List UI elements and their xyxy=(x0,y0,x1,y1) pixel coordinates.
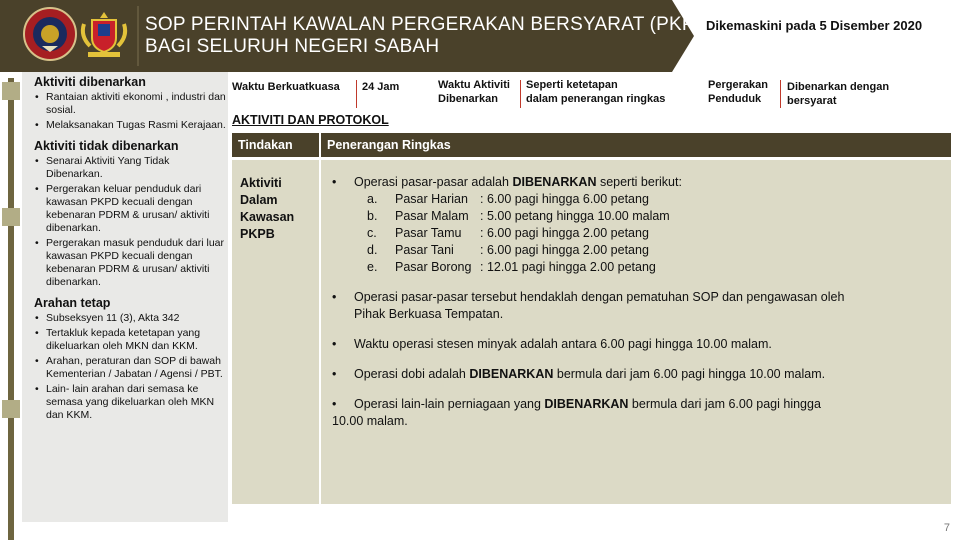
bullet-dobi xyxy=(332,366,942,383)
pergerakan-value-line1: Dibenarkan dengan xyxy=(787,81,890,93)
pergerakan-label xyxy=(708,78,768,106)
bullet-text: Operasi dobi adalah xyxy=(354,367,470,381)
section-title: AKTIVITI DAN PROTOKOL xyxy=(232,113,389,127)
timeline-bar xyxy=(8,78,14,540)
bullet-text: • Operasi pasar-pasar tersebut hendaklah dengan pematuhan SOP dan pengawasan oleh xyxy=(354,290,845,304)
aktiviti-value xyxy=(526,78,665,106)
table-header xyxy=(232,133,951,157)
aktiviti-label-line1: Waktu Aktiviti xyxy=(438,79,510,91)
updated-date: Dikemaskini pada 5 Disember 2020 xyxy=(706,18,923,33)
bullet-stesen-minyak: • Waktu operasi stesen minyak adalah antara 6.00 pagi hingga 10.00 malam. xyxy=(332,336,942,353)
coat-of-arms-logo xyxy=(76,6,132,62)
column-divider xyxy=(319,133,321,157)
timeline-marker xyxy=(2,208,20,226)
bullet-lain-lain xyxy=(332,396,942,413)
divider xyxy=(780,80,781,108)
list-item: • Pergerakan masuk penduduk dari luar kawasan PKPD kecuali dengan kebenaran PDRM & urusan/ aktiviti dibenarkan. xyxy=(34,237,226,289)
section-standing-orders xyxy=(34,297,226,422)
aktiviti-value-line2: dalam penerangan ringkas xyxy=(526,93,666,105)
section-not-allowed xyxy=(34,140,226,289)
timeline-marker xyxy=(2,82,20,100)
pasar-row xyxy=(332,242,942,259)
waktu-value: 24 Jam xyxy=(362,81,400,93)
aktiviti-label-line2: Dibenarkan xyxy=(438,93,498,105)
section-heading: Aktiviti dibenarkan xyxy=(34,75,146,89)
bullet-emphasis: DIBENARKAN xyxy=(512,175,597,189)
tindakan-cell xyxy=(240,175,294,243)
pasar-row xyxy=(332,191,942,208)
tindakan-line: Dalam xyxy=(240,193,278,207)
bullet-text: Pihak Berkuasa Tempatan. xyxy=(354,307,504,321)
pasar-letter: e. xyxy=(367,260,378,274)
pasar-row xyxy=(332,225,942,242)
pasar-name: Pasar Tamu xyxy=(395,226,462,240)
col-header-penerangan: Penerangan Ringkas xyxy=(327,138,451,152)
page-title xyxy=(145,14,714,58)
pasar-row xyxy=(332,208,942,225)
bullet-text: Operasi pasar-pasar adalah xyxy=(354,175,513,189)
pasar-letter: c. xyxy=(367,226,377,240)
section-heading: Aktiviti tidak dibenarkan xyxy=(34,139,179,153)
pasar-time: : 12.01 pagi hingga 2.00 petang xyxy=(480,260,656,274)
pergerakan-label-line1: Pergerakan xyxy=(708,79,768,91)
pasar-name: Pasar Malam xyxy=(395,209,469,223)
header-banner xyxy=(0,0,715,72)
tindakan-line: Aktiviti xyxy=(240,176,282,190)
penerangan-cell xyxy=(332,174,942,430)
tindakan-line: Kawasan xyxy=(240,210,295,224)
pasar-name: Pasar Borong xyxy=(395,260,472,274)
pergerakan-label-line2: Penduduk xyxy=(708,93,762,105)
list-item: • Subseksyen 11 (3), Akta 342 xyxy=(34,312,226,325)
bullet-emphasis: DIBENARKAN xyxy=(544,397,629,411)
list-item: • Arahan, peraturan dan SOP di bawah Kementerian / Jabatan / Agensi / PBT. xyxy=(34,355,226,381)
pasar-letter: b. xyxy=(367,209,378,223)
bullet-text: seperti berikut: xyxy=(596,175,682,189)
tindakan-line: PKPB xyxy=(240,227,275,241)
column-divider xyxy=(319,160,321,504)
list-item: • Tertakluk kepada ketetapan yang dikeluarkan oleh MKN dan KKM. xyxy=(34,327,226,353)
timeline-marker xyxy=(2,400,20,418)
pasar-name: Pasar Tani xyxy=(395,243,454,257)
pasar-time: : 6.00 pagi hingga 6.00 petang xyxy=(480,192,649,206)
pasar-time: : 5.00 petang hingga 10.00 malam xyxy=(480,209,670,223)
left-panel-content xyxy=(34,76,226,430)
aktiviti-label xyxy=(438,78,510,106)
bullet-pasar xyxy=(332,174,942,191)
pasar-name: Pasar Harian xyxy=(395,192,468,206)
list-item: • Pergerakan keluar penduduk dari kawasan PKPD kecuali dengan kebenaran PDRM & urusan/ aktiviti dibenarkan. xyxy=(34,183,226,235)
page-number: 7 xyxy=(943,522,950,534)
list-item: • Rantaian aktiviti ekonomi , industri dan sosial. xyxy=(34,91,226,117)
bullet-emphasis: DIBENARKAN xyxy=(469,367,554,381)
divider xyxy=(356,80,357,108)
list-item: • Melaksanakan Tugas Rasmi Kerajaan. xyxy=(34,119,226,132)
table-body xyxy=(232,157,951,504)
pergerakan-value xyxy=(787,80,889,108)
title-line-2: BAGI SELURUH NEGERI SABAH xyxy=(145,36,440,57)
section-allowed xyxy=(34,76,226,132)
col-header-tindakan: Tindakan xyxy=(238,138,293,152)
pergerakan-value-line2: bersyarat xyxy=(787,95,837,107)
list-item: • Senarai Aktiviti Yang Tidak Dibenarkan. xyxy=(34,155,226,181)
agency-logo xyxy=(22,6,78,62)
section-heading: Arahan tetap xyxy=(34,296,111,310)
list-item: • Lain- lain arahan dari semasa ke semasa yang dikeluarkan oleh MKN dan KKM. xyxy=(34,383,226,422)
pasar-letter: d. xyxy=(367,243,378,257)
pasar-row xyxy=(332,259,942,276)
pasar-letter: a. xyxy=(367,192,378,206)
title-line-1: SOP PERINTAH KAWALAN PERGERAKAN BERSYARAT (PKPB) xyxy=(145,14,715,35)
bullet-continuation: 10.00 malam. xyxy=(332,414,408,428)
waktu-label: Waktu Berkuatkuasa xyxy=(232,81,340,93)
pasar-time: : 6.00 pagi hingga 2.00 petang xyxy=(480,226,649,240)
bullet-text: bermula dari jam 6.00 pagi hingga xyxy=(628,397,821,411)
aktiviti-value-line1: Seperti ketetapan xyxy=(526,79,618,91)
pasar-time: : 6.00 pagi hingga 2.00 petang xyxy=(480,243,649,257)
bullet-text: Operasi lain-lain perniagaan yang xyxy=(354,397,545,411)
divider xyxy=(520,80,521,108)
bullet-pematuhan xyxy=(332,289,942,323)
bullet-text: bermula dari jam 6.00 pagi hingga 10.00 malam. xyxy=(553,367,826,381)
